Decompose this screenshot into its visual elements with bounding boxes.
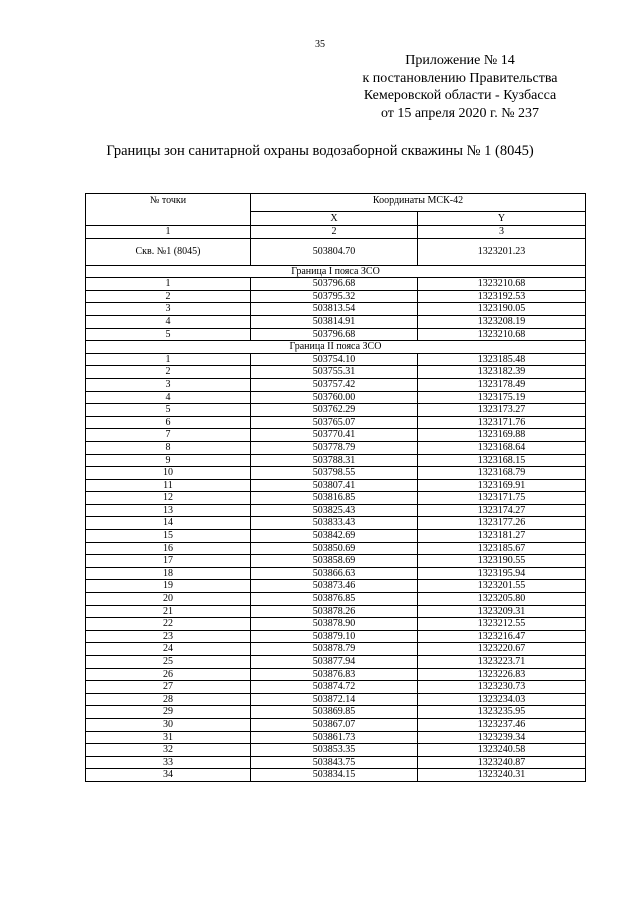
coord-y: 1323185.48: [418, 353, 586, 366]
zone-2-row: [86, 656, 586, 669]
zone-2-row: [86, 643, 586, 656]
coord-y: 1323178.49: [418, 378, 586, 391]
zone-2-row: [86, 429, 586, 442]
coord-x: 503762.29: [251, 404, 418, 417]
coord-x: 503879.10: [251, 630, 418, 643]
coord-y: 1323169.88: [418, 429, 586, 442]
coord-x: 503778.79: [251, 441, 418, 454]
point-number: 25: [86, 656, 251, 669]
point-number: 33: [86, 756, 251, 769]
coord-y: 1323177.26: [418, 517, 586, 530]
coord-y: 1323237.46: [418, 718, 586, 731]
appendix-line: Приложение № 14: [405, 53, 515, 68]
coord-y: 1323190.55: [418, 555, 586, 568]
zone-2-row: [86, 731, 586, 744]
zone-1-row: [86, 290, 586, 303]
coord-y: 1323230.73: [418, 681, 586, 694]
zone-2-row: [86, 618, 586, 631]
point-number: 21: [86, 605, 251, 618]
column-number: 3: [418, 226, 586, 239]
zone-2-row: [86, 718, 586, 731]
zone-2-row: [86, 378, 586, 391]
appendix-header: [336, 52, 584, 122]
coord-y: 1323216.47: [418, 630, 586, 643]
point-number: 31: [86, 731, 251, 744]
coord-x: 503770.41: [251, 429, 418, 442]
point-number: 11: [86, 479, 251, 492]
point-number: 4: [86, 391, 251, 404]
point-number: 4: [86, 315, 251, 328]
region-line: Кемеровской области - Кузбасса: [363, 88, 557, 103]
coord-x: 503807.41: [251, 479, 418, 492]
zone-1-row: [86, 315, 586, 328]
zone-2-row: [86, 605, 586, 618]
zone-2-row: [86, 404, 586, 417]
coord-x: 503878.26: [251, 605, 418, 618]
page-number: 35: [315, 39, 325, 50]
point-number: 5: [86, 404, 251, 417]
zone-2-row: [86, 504, 586, 517]
zone-2-row: [86, 769, 586, 782]
zone-2-row: [86, 630, 586, 643]
coord-y: 1323181.27: [418, 530, 586, 543]
coord-y: 1323175.19: [418, 391, 586, 404]
point-number: 2: [86, 366, 251, 379]
column-number: 1: [86, 226, 251, 239]
point-number: 10: [86, 467, 251, 480]
coord-x: 503877.94: [251, 656, 418, 669]
coord-x: 503873.46: [251, 580, 418, 593]
coord-y: 1323173.27: [418, 404, 586, 417]
coord-x: 503755.31: [251, 366, 418, 379]
point-number: 23: [86, 630, 251, 643]
coord-y: 1323240.87: [418, 756, 586, 769]
coord-y: 1323220.67: [418, 643, 586, 656]
zone-2-row: [86, 668, 586, 681]
coord-x: 503788.31: [251, 454, 418, 467]
coord-x: 503834.15: [251, 769, 418, 782]
coord-x: 503796.68: [251, 328, 418, 341]
zone-2-row: [86, 441, 586, 454]
coordinates-header: Координаты МСК-42: [251, 194, 586, 212]
point-number: 1: [86, 278, 251, 291]
coord-y: 1323212.55: [418, 618, 586, 631]
point-number: 1: [86, 353, 251, 366]
coord-x: 503878.90: [251, 618, 418, 631]
zone-2-row: [86, 530, 586, 543]
zone-2-row: [86, 492, 586, 505]
coord-y: 1323240.31: [418, 769, 586, 782]
coord-x: 503878.79: [251, 643, 418, 656]
zone-2-row: [86, 366, 586, 379]
coord-x: 503867.07: [251, 718, 418, 731]
coord-x: 503869.85: [251, 706, 418, 719]
point-number: 9: [86, 454, 251, 467]
zone-2-row: [86, 555, 586, 568]
coord-y: 1323223.71: [418, 656, 586, 669]
point-number: 8: [86, 441, 251, 454]
point-number-header: № точки: [86, 194, 251, 226]
coord-x: 503757.42: [251, 378, 418, 391]
coord-y: 1323168.64: [418, 441, 586, 454]
coord-y: 1323168.15: [418, 454, 586, 467]
coord-x: 503814.91: [251, 315, 418, 328]
zone-2-row: [86, 693, 586, 706]
zone-2-row: [86, 542, 586, 555]
coord-x: 503876.83: [251, 668, 418, 681]
coord-y: 1323239.34: [418, 731, 586, 744]
point-number: 32: [86, 744, 251, 757]
coord-y: 1323226.83: [418, 668, 586, 681]
zone-2-row: [86, 454, 586, 467]
coord-y: 1323182.39: [418, 366, 586, 379]
coord-x: 503765.07: [251, 416, 418, 429]
coord-y: 1323209.31: [418, 605, 586, 618]
coord-y: 1323205.80: [418, 593, 586, 606]
point-number: 3: [86, 378, 251, 391]
column-number: 2: [251, 226, 418, 239]
point-number: 26: [86, 668, 251, 681]
zone-1-row: [86, 303, 586, 316]
coord-x: 503876.85: [251, 593, 418, 606]
point-number: 3: [86, 303, 251, 316]
coord-x: 503850.69: [251, 542, 418, 555]
coord-y: 1323168.79: [418, 467, 586, 480]
coord-x: 503843.75: [251, 756, 418, 769]
coord-x: 503872.14: [251, 693, 418, 706]
zone-2-label-row: [86, 341, 586, 354]
coord-x: 503866.63: [251, 567, 418, 580]
point-number: 22: [86, 618, 251, 631]
coordinates-table: [85, 193, 586, 782]
zone-2-row: [86, 479, 586, 492]
zone-1-label-row: [86, 265, 586, 278]
point-number: 7: [86, 429, 251, 442]
coord-x: 503798.55: [251, 467, 418, 480]
zone-2-label: Граница II пояса ЗСО: [86, 341, 586, 354]
coord-y: 1323234.03: [418, 693, 586, 706]
coord-x: 503760.00: [251, 391, 418, 404]
zone-1-row: [86, 278, 586, 291]
y-header: Y: [418, 212, 586, 226]
coord-y: 1323240.58: [418, 744, 586, 757]
zone-2-row: [86, 391, 586, 404]
point-number: 34: [86, 769, 251, 782]
coord-x: 503825.43: [251, 504, 418, 517]
coord-x: 503858.69: [251, 555, 418, 568]
resolution-line: к постановлению Правительства: [362, 70, 558, 86]
zone-2-row: [86, 593, 586, 606]
coord-y: 1323235.95: [418, 706, 586, 719]
zone-2-row: [86, 416, 586, 429]
coord-x: 503816.85: [251, 492, 418, 505]
point-number: 13: [86, 504, 251, 517]
point-number: 24: [86, 643, 251, 656]
coord-y: 1323171.76: [418, 416, 586, 429]
zone-2-row: [86, 681, 586, 694]
coord-x: 503853.35: [251, 744, 418, 757]
coord-y: 1323174.27: [418, 504, 586, 517]
coord-y: 1323195.94: [418, 567, 586, 580]
point-number: 19: [86, 580, 251, 593]
x-header: X: [251, 212, 418, 226]
well-row: [86, 238, 586, 265]
point-number: 27: [86, 681, 251, 694]
zone-1-label: Граница I пояса ЗСО: [86, 265, 586, 278]
coord-y: 1323185.67: [418, 542, 586, 555]
point-number: 12: [86, 492, 251, 505]
zone-1-row: [86, 328, 586, 341]
coord-y: 1323201.55: [418, 580, 586, 593]
point-number: 28: [86, 693, 251, 706]
point-number: 18: [86, 567, 251, 580]
point-number: 16: [86, 542, 251, 555]
point-number: 20: [86, 593, 251, 606]
point-number: 2: [86, 290, 251, 303]
coord-x: 503754.10: [251, 353, 418, 366]
point-number: 30: [86, 718, 251, 731]
zone-2-row: [86, 580, 586, 593]
point-number: 5: [86, 328, 251, 341]
coord-y: 1323190.05: [418, 303, 586, 316]
date-line: от 15 апреля 2020 г. № 237: [380, 105, 540, 121]
point-number: 6: [86, 416, 251, 429]
coord-x: 503796.68: [251, 278, 418, 291]
coord-y: 1323210.68: [418, 328, 586, 341]
zone-2-row: [86, 467, 586, 480]
point-number: 29: [86, 706, 251, 719]
coord-x: 503861.73: [251, 731, 418, 744]
zone-2-row: [86, 567, 586, 580]
coord-y: 1323192.53: [418, 290, 586, 303]
coord-y: 1323208.19: [418, 315, 586, 328]
coord-x: 503842.69: [251, 530, 418, 543]
coord-x: 503813.54: [251, 303, 418, 316]
coord-x: 503874.72: [251, 681, 418, 694]
zone-2-row: [86, 756, 586, 769]
zone-2-row: [86, 706, 586, 719]
point-number: 17: [86, 555, 251, 568]
zone-2-row: [86, 744, 586, 757]
coord-y: 1323171.75: [418, 492, 586, 505]
point-number: 15: [86, 530, 251, 543]
coord-y: 1323169.91: [418, 479, 586, 492]
well-x: 503804.70: [251, 238, 418, 265]
document-title: Границы зон санитарной охраны водозаборной скважины № 1 (8045): [106, 143, 534, 159]
well-name: Скв. №1 (8045): [86, 238, 251, 265]
coord-x: 503833.43: [251, 517, 418, 530]
zone-2-row: [86, 517, 586, 530]
point-number: 14: [86, 517, 251, 530]
zone-2-row: [86, 353, 586, 366]
well-y: 1323201.23: [418, 238, 586, 265]
coord-x: 503795.32: [251, 290, 418, 303]
coord-y: 1323210.68: [418, 278, 586, 291]
